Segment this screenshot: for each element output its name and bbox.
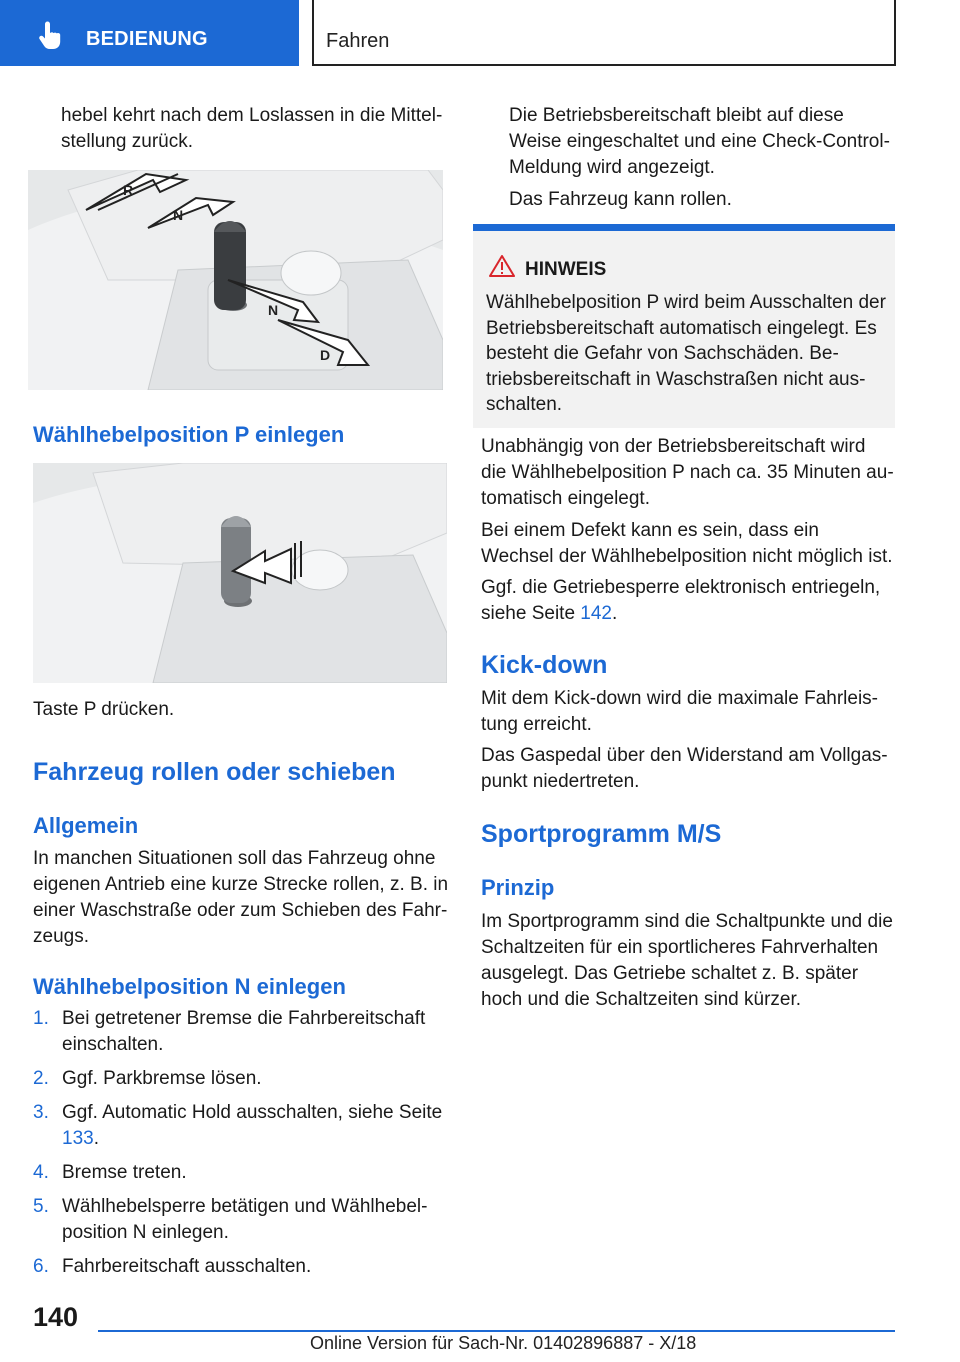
steps-list [33, 1006, 453, 1288]
notice-text: Wählhebelposition P wird beim Ausschalten der Betriebsbereitschaft automatisch eingelegt. Es besteht die Gefahr von Sachschäden. Betriebsbereitschaft in Waschstraßen nicht ausschalten. [486, 292, 886, 415]
para-defect: Bei einem Defekt kann es sein, dass ein Wechsel der Wählhebelposition nicht möglich ist. [481, 520, 893, 567]
step-number: 2. [33, 1068, 49, 1089]
list-item [33, 1006, 453, 1058]
para-unlock-punct: . [612, 603, 618, 624]
list-item [33, 1066, 453, 1092]
list-item [33, 1254, 453, 1280]
heading-position-p: Wählhebelposition P einlegen [33, 422, 345, 447]
heading-prinzip: Prinzip [481, 875, 555, 900]
label-n-lower: N [268, 302, 279, 318]
heading-sportprogramm: Sportprogramm M/S [481, 820, 722, 848]
step-number: 1. [33, 1008, 49, 1029]
list-item [33, 1100, 453, 1152]
heading-kick-down: Kick-down [481, 651, 608, 679]
caption-p: Taste P drücken. [33, 699, 175, 720]
notice-box [473, 224, 895, 428]
chapter-tab [0, 0, 299, 66]
selector-lever-figure-p [33, 463, 447, 683]
page-number: 140 [33, 1302, 79, 1332]
kick-text-2: Das Gaspedal über den Widerstand am Vollgaspunkt niedertreten. [481, 745, 888, 792]
allgemein-text: In manchen Situationen soll das Fahrzeug ohne eigenen Antrieb eine kurze Strecke rollen, z. B. in einer Waschstraße oder zum Schieben des Fahrzeugs. [33, 848, 449, 947]
step-text: Bei getretener Bremse die Fahrbereitschaft einschalten. [62, 1008, 426, 1055]
selector-lever-figure-n [28, 170, 443, 390]
footer-divider [98, 1330, 895, 1332]
para-unlock-text: Ggf. die Getriebesperre elektronisch entriegeln, siehe Seite [481, 577, 881, 624]
section-title: Fahren [326, 30, 390, 52]
warning-triangle-icon [489, 254, 515, 278]
list-item [33, 1194, 453, 1246]
label-n-upper: N [173, 207, 184, 223]
label-d: D [320, 347, 331, 363]
step-text: Ggf. Automatic Hold ausschalten, siehe Seite [62, 1102, 443, 1123]
p-button-illustration [33, 463, 447, 683]
prinzip-text: Im Sportprogramm sind die Schaltpunkte und die Schaltzeiten für ein sportlicheres Fahrverhalten ausgelegt. Das Getriebe schaltet z. B. später hoch und die Schaltzeiten sind kürzer. [481, 911, 893, 1010]
notice-title: HINWEIS [525, 259, 607, 280]
intro-text: hebel kehrt nach dem Loslassen in die Mittelstellung zurück. [61, 105, 443, 152]
step-text: Bremse treten. [62, 1162, 187, 1183]
para-unlock [481, 575, 895, 627]
footer-online-version: Online Version für Sach-Nr. 01402896887 - X/18 [310, 1333, 697, 1353]
page-link-142[interactable]: 142 [580, 603, 612, 624]
step-text: Fahrbereitschaft ausschalten. [62, 1256, 312, 1277]
para-auto-p: Unabhängig von der Betriebsbereitschaft wird die Wählhebelposition P nach ca. 35 Minuten automatisch eingelegt. [481, 436, 894, 509]
right-intro-2: Das Fahrzeug kann rollen. [509, 189, 732, 210]
right-intro-1: Die Betriebsbereitschaft bleibt auf diese Weise eingeschaltet und eine Check-Control-Meldung wird angezeigt. [509, 105, 890, 178]
page-link-133[interactable]: 133 [62, 1128, 94, 1149]
heading-allgemein: Allgemein [33, 813, 139, 838]
selector-lever-illustration [28, 170, 443, 390]
label-r: R [123, 182, 134, 198]
step-text: Ggf. Parkbremse lösen. [62, 1068, 262, 1089]
heading-rollen: Fahrzeug rollen oder schieben [33, 758, 396, 786]
step-punct: . [93, 1128, 99, 1149]
step-number: 4. [33, 1162, 49, 1183]
hand-pointer-icon [34, 20, 66, 52]
step-number: 5. [33, 1196, 49, 1217]
section-box [312, 0, 896, 66]
step-number: 6. [33, 1256, 49, 1277]
chapter-label: BEDIENUNG [86, 28, 208, 50]
heading-position-n: Wählhebelposition N einlegen [33, 974, 346, 999]
kick-text-1: Mit dem Kick-down wird die maximale Fahrleistung erreicht. [481, 688, 878, 735]
step-text: Wählhebelsperre betätigen und Wählhebelposition N einlegen. [62, 1196, 428, 1243]
list-item [33, 1160, 453, 1186]
step-number: 3. [33, 1102, 49, 1123]
